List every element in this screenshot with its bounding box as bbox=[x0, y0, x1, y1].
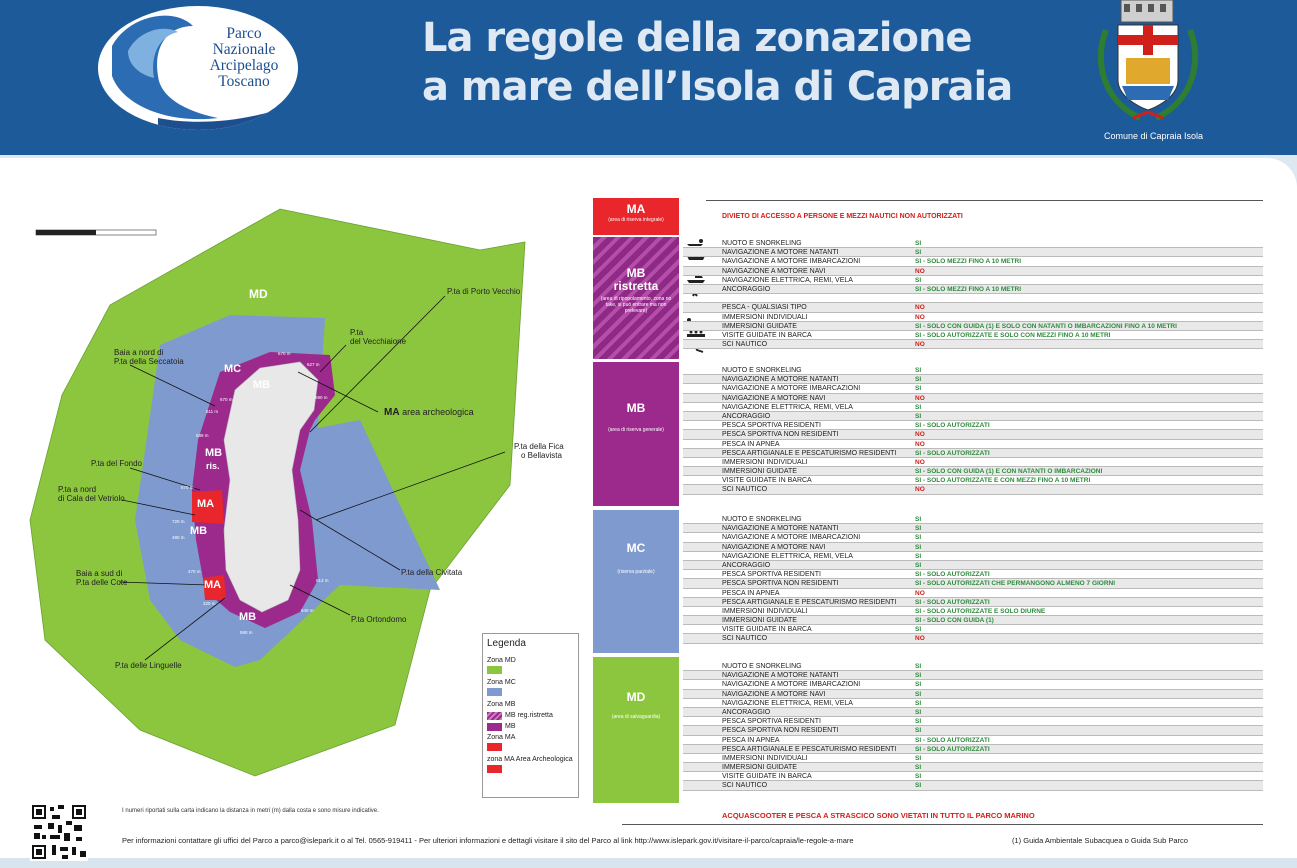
rule-value: SI bbox=[915, 403, 922, 411]
rule-value: SI - SOLO AUTORIZZATI bbox=[915, 449, 990, 457]
rule-value: SI bbox=[915, 412, 922, 420]
logo-line: Arcipelago bbox=[209, 57, 279, 74]
rule-activity: NUOTO E SNORKELING bbox=[722, 663, 802, 670]
place-civitata: P.ta della Civitata bbox=[401, 568, 463, 577]
rule-row bbox=[683, 303, 1263, 312]
distance-label: 670 m bbox=[278, 351, 291, 356]
place-seccatoia-2: P.ta della Seccatoia bbox=[114, 357, 184, 366]
rule-activity: NAVIGAZIONE A MOTORE NAVI bbox=[722, 543, 826, 551]
rules-mc bbox=[683, 515, 1263, 644]
rule-row bbox=[683, 394, 1263, 403]
map-label-ma-arch-code: MA bbox=[384, 407, 400, 418]
rule-value: SI - SOLO CON GUIDA (1) E CON NATANTI O IMBARCAZIONI bbox=[915, 468, 1103, 476]
rule-value: SI bbox=[915, 699, 922, 707]
map-label-mb-south: MB bbox=[239, 611, 257, 623]
rule-row bbox=[683, 625, 1263, 634]
legend-title: Legenda bbox=[487, 638, 526, 649]
logo-line: Toscano bbox=[218, 73, 270, 90]
rule-row bbox=[683, 485, 1263, 494]
rule-row bbox=[683, 440, 1263, 449]
zone-sub-mc: (riserva parziale) bbox=[617, 569, 655, 575]
rule-activity: NAVIGAZIONE ELETTRICA, REMI, VELA bbox=[722, 699, 853, 707]
rule-row bbox=[683, 430, 1263, 439]
rule-activity: PESCA IN APNEA bbox=[722, 736, 780, 744]
rule-activity: ANCORAGGIO bbox=[722, 561, 771, 569]
zone-box-ma bbox=[593, 198, 679, 235]
rule-value: SI bbox=[915, 672, 922, 680]
distance-label: 590 m bbox=[315, 395, 328, 400]
rule-activity: NAVIGAZIONE A MOTORE NATANTI bbox=[722, 525, 839, 533]
zone-sub-md: (area di salvaguardia) bbox=[611, 714, 661, 720]
rule-row bbox=[683, 476, 1263, 485]
rule-value: SI bbox=[915, 552, 922, 560]
rule-value: SI - SOLO AUTORIZZATE E SOLO DIURNE bbox=[915, 607, 1046, 615]
legend-zona-mc: Zona MC bbox=[487, 679, 516, 686]
rule-row bbox=[683, 294, 1263, 303]
rule-activity: NAVIGAZIONE A MOTORE IMBARCAZIONI bbox=[722, 681, 861, 689]
rule-row bbox=[683, 607, 1263, 616]
rule-value: SI bbox=[915, 516, 922, 523]
rule-row bbox=[683, 717, 1263, 726]
rule-activity: ANCORAGGIO bbox=[722, 285, 771, 293]
rule-row bbox=[683, 690, 1263, 699]
rule-row bbox=[683, 458, 1263, 467]
rule-value: SI - SOLO AUTORIZZATI bbox=[915, 745, 990, 753]
rule-activity: NAVIGAZIONE ELETTRICA, REMI, VELA bbox=[722, 552, 853, 560]
rule-value: SI bbox=[915, 240, 922, 247]
rule-value: NO bbox=[915, 313, 925, 321]
rule-activity: ANCORAGGIO bbox=[722, 412, 771, 420]
rule-row bbox=[683, 533, 1263, 542]
rule-row bbox=[683, 543, 1263, 552]
rule-row bbox=[683, 736, 1263, 745]
comune-label: Comune di Capraia Isola bbox=[1104, 131, 1204, 141]
rule-row bbox=[683, 616, 1263, 625]
rule-row bbox=[683, 276, 1263, 285]
rule-activity: SCI NAUTICO bbox=[722, 782, 768, 790]
rule-activity: NAVIGAZIONE A MOTORE NATANTI bbox=[722, 376, 839, 384]
rule-row bbox=[683, 267, 1263, 276]
rule-value: SI bbox=[915, 718, 922, 726]
map-label-ma-arch bbox=[384, 408, 474, 417]
rule-row bbox=[683, 524, 1263, 533]
rule-activity: IMMERSIONI INDIVIDUALI bbox=[722, 458, 808, 466]
zone-box-md bbox=[593, 657, 679, 803]
zone-sub-mb: (area di riserva generale) bbox=[608, 427, 664, 433]
place-porto-vecchio: P.ta di Porto Vecchio bbox=[447, 287, 521, 296]
rule-activity: PESCA SPORTIVA NON RESIDENTI bbox=[722, 727, 839, 735]
rule-row bbox=[683, 515, 1263, 524]
rule-row bbox=[683, 589, 1263, 598]
legend-mb-ristretta: MB reg.ristretta bbox=[505, 712, 553, 719]
rule-row bbox=[683, 570, 1263, 579]
legend-mb: MB bbox=[505, 723, 516, 730]
rule-row bbox=[683, 366, 1263, 375]
zone-box-mb-ristretta bbox=[593, 237, 679, 359]
rule-row bbox=[683, 772, 1263, 781]
place-ortondomo: P.ta Ortondomo bbox=[351, 615, 407, 624]
rule-value: SI bbox=[915, 561, 922, 569]
rules-md bbox=[683, 662, 1263, 791]
place-fica-1: P.ta della Fica bbox=[514, 442, 564, 451]
rule-activity: ANCORAGGIO bbox=[722, 708, 771, 716]
rule-activity: IMMERSIONI INDIVIDUALI bbox=[722, 754, 808, 762]
rules-mb-ristretta bbox=[683, 239, 1263, 349]
rule-row bbox=[683, 313, 1263, 322]
rule-activity: PESCA SPORTIVA RESIDENTI bbox=[722, 571, 821, 579]
rule-row bbox=[683, 671, 1263, 680]
rule-value: SI bbox=[915, 276, 922, 284]
rule-activity: IMMERSIONI GUIDATE bbox=[722, 468, 797, 476]
zone-box-mb bbox=[593, 362, 679, 506]
rule-row bbox=[683, 412, 1263, 421]
rule-row bbox=[683, 467, 1263, 476]
ma-rule-text: DIVIETO DI ACCESSO A PERSONE E MEZZI NAUTICI NON AUTORIZZATI bbox=[722, 213, 963, 220]
legend-zona-ma: Zona MA bbox=[487, 734, 516, 741]
title-line-1: La regole della zonazione bbox=[422, 15, 972, 61]
rule-row bbox=[683, 403, 1263, 412]
zone-name-mbr-2: ristretta bbox=[613, 279, 659, 293]
rule-value: SI bbox=[915, 543, 922, 551]
rule-activity: NAVIGAZIONE A MOTORE NATANTI bbox=[722, 249, 839, 257]
rule-row bbox=[683, 745, 1263, 754]
rule-row bbox=[683, 699, 1263, 708]
rule-value: NO bbox=[915, 304, 925, 312]
legend-swatch-mb bbox=[487, 723, 502, 731]
rule-row bbox=[683, 763, 1263, 772]
title-line-2: a mare dell’Isola di Capraia bbox=[422, 64, 1013, 110]
rule-row bbox=[683, 754, 1263, 763]
rule-value: SI bbox=[915, 764, 922, 772]
rule-activity: PESCA SPORTIVA NON RESIDENTI bbox=[722, 431, 839, 439]
place-fondo: P.ta del Fondo bbox=[91, 459, 143, 468]
place-cote-2: P.ta delle Cote bbox=[76, 578, 128, 587]
rule-value: SI - SOLO CON GUIDA (1) bbox=[915, 617, 994, 625]
rule-row bbox=[683, 340, 1263, 349]
rule-activity: PESCA IN APNEA bbox=[722, 589, 780, 597]
logo-line: Nazionale bbox=[212, 41, 276, 58]
distance-label: 589 m bbox=[196, 433, 209, 438]
rule-value: SI bbox=[915, 754, 922, 762]
rule-value: SI bbox=[915, 663, 922, 670]
rule-activity: VISITE GUIDATE IN BARCA bbox=[722, 477, 812, 485]
rule-value: NO bbox=[915, 635, 925, 643]
place-vetriolo-2: di Cala del Vetriolo bbox=[58, 494, 125, 503]
rule-row bbox=[683, 331, 1263, 340]
map-label-mb-ris-2: ris. bbox=[206, 461, 220, 471]
place-vecchiaione-2: del Vecchiaione bbox=[350, 337, 407, 346]
rule-activity: NAVIGAZIONE A MOTORE IMBARCAZIONI bbox=[722, 258, 861, 266]
rule-activity: PESCA ARTIGIANALE E PESCATURISMO RESIDENTI bbox=[722, 745, 897, 753]
municipal-crest-icon bbox=[1088, 0, 1208, 128]
rule-value: SI bbox=[915, 626, 922, 634]
rule-value: SI bbox=[915, 681, 922, 689]
rule-value: NO bbox=[915, 486, 925, 494]
distance-label: 613 m bbox=[316, 578, 329, 583]
rule-value: SI bbox=[915, 525, 922, 533]
rule-value: SI - SOLO AUTORIZZATE E CON MEZZI FINO A 10 METRI bbox=[915, 477, 1091, 485]
rule-value: NO bbox=[915, 431, 925, 439]
place-vecchiaione-1: P.ta bbox=[350, 328, 364, 337]
footer-separator bbox=[622, 824, 1263, 825]
place-vetriolo-1: P.ta a nord bbox=[58, 485, 97, 494]
rule-row bbox=[683, 421, 1263, 430]
rule-value: SI - SOLO AUTORIZZATI CHE PERMANGONO ALMENO 7 GIORNI bbox=[915, 580, 1116, 588]
rule-activity: SCI NAUTICO bbox=[722, 341, 768, 349]
rule-value: SI - SOLO MEZZI FINO A 10 METRI bbox=[915, 285, 1022, 293]
rule-row bbox=[683, 579, 1263, 588]
bottom-band bbox=[0, 858, 1297, 868]
rule-value: SI - SOLO AUTORIZZATI bbox=[915, 422, 990, 430]
rule-value: SI bbox=[915, 727, 922, 735]
legend-zona-mb: Zona MB bbox=[487, 701, 516, 708]
rule-row bbox=[683, 598, 1263, 607]
place-seccatoia-1: Baia a nord di bbox=[114, 348, 164, 357]
footer-note: (1) Guida Ambientale Subacquea o Guida Sub Parco bbox=[1012, 836, 1188, 845]
rule-activity: NAVIGAZIONE A MOTORE NAVI bbox=[722, 267, 826, 275]
rule-value: SI bbox=[915, 367, 922, 374]
place-cote-1: Baia a sud di bbox=[76, 569, 123, 578]
zone-name-mb: MB bbox=[626, 401, 646, 415]
zone-name-ma: MA bbox=[626, 202, 646, 216]
legend-row-mb bbox=[487, 721, 574, 732]
distance-label: 611 m bbox=[206, 409, 219, 414]
rule-value: SI bbox=[915, 385, 922, 393]
rule-activity: VISITE GUIDATE IN BARCA bbox=[722, 626, 812, 634]
rule-activity: NAVIGAZIONE A MOTORE NAVI bbox=[722, 394, 826, 402]
rule-activity: NAVIGAZIONE A MOTORE IMBARCAZIONI bbox=[722, 534, 861, 542]
map-label-ma-south: MA bbox=[204, 579, 222, 591]
rule-row bbox=[683, 375, 1263, 384]
rule-activity: IMMERSIONI INDIVIDUALI bbox=[722, 313, 808, 321]
distance-label: 670 m bbox=[220, 397, 233, 402]
zone-box-mc bbox=[593, 510, 679, 653]
footer-info: Per informazioni contattare gli uffici del Parco a parco@islepark.it o al Tel. 0565-919411 - Per ulteriori informazioni e dettagli visitare il sito del Parco al link http://www.islepark.gov.it/visitare-il-parco/capraia/le-regole-a-mare bbox=[122, 836, 854, 845]
legend-swatch-ma-arch bbox=[487, 765, 502, 773]
map-label-ma-arch-text: area archeologica bbox=[402, 407, 474, 417]
logo-line: Parco bbox=[226, 25, 262, 42]
rule-row bbox=[683, 449, 1263, 458]
rule-value: NO bbox=[915, 394, 925, 402]
rule-value: NO bbox=[915, 267, 925, 275]
legend-row-mb-ristretta bbox=[487, 710, 574, 721]
distance-note: I numeri riportati sulla carta indicano la distanza in metri (m) dalla costa e sono misure indicative. bbox=[122, 808, 379, 814]
place-linguelle: P.ta delle Linguelle bbox=[115, 661, 182, 670]
rule-activity: NAVIGAZIONE A MOTORE NATANTI bbox=[722, 672, 839, 680]
table-top-line bbox=[706, 200, 1263, 201]
rule-activity: NUOTO E SNORKELING bbox=[722, 367, 802, 374]
rule-activity: PESCA SPORTIVA RESIDENTI bbox=[722, 718, 821, 726]
rule-activity: PESCA ARTIGIANALE E PESCATURISMO RESIDENTI bbox=[722, 449, 897, 457]
rule-row bbox=[683, 248, 1263, 257]
rule-value: SI - SOLO AUTORIZZATI bbox=[915, 571, 990, 579]
rule-row bbox=[683, 322, 1263, 331]
rule-row bbox=[683, 634, 1263, 643]
zone-name-mc: MC bbox=[626, 541, 646, 555]
rule-activity: PESCA SPORTIVA NON RESIDENTI bbox=[722, 580, 839, 588]
map-label-mb-ris: MB bbox=[205, 447, 223, 459]
map-label-mb-north: MB bbox=[253, 379, 271, 391]
distance-label: 670 m bbox=[181, 485, 194, 490]
rule-row bbox=[683, 708, 1263, 717]
distance-label: 470 m bbox=[188, 569, 201, 574]
map-label-mc: MC bbox=[224, 363, 242, 375]
map-legend bbox=[482, 633, 579, 798]
rule-activity: NAVIGAZIONE ELETTRICA, REMI, VELA bbox=[722, 276, 853, 284]
zone-sub-mbr: (area di ripopolamento, zona no take, si può entrare ma non prelevare) bbox=[600, 296, 672, 314]
rule-value: SI - SOLO CON GUIDA (1) E SOLO CON NATANTI O IMBARCAZIONI FINO A 10 METRI bbox=[915, 322, 1177, 330]
rule-value: SI - SOLO AUTORIZZATI bbox=[915, 598, 990, 606]
rule-activity: IMMERSIONI GUIDATE bbox=[722, 617, 797, 625]
rule-value: SI - SOLO MEZZI FINO A 10 METRI bbox=[915, 258, 1022, 266]
distance-label: 320 m bbox=[203, 601, 216, 606]
rule-row bbox=[683, 384, 1263, 393]
legend-swatch-mb-ristretta bbox=[487, 712, 502, 720]
rules-mb bbox=[683, 366, 1263, 495]
rule-value: SI - SOLO AUTORIZZATI bbox=[915, 736, 990, 744]
qr-code-icon[interactable] bbox=[30, 803, 88, 861]
rule-value: SI bbox=[915, 249, 922, 257]
rule-value: SI bbox=[915, 534, 922, 542]
map-label-ma-west: MA bbox=[197, 498, 215, 510]
rule-activity: IMMERSIONI GUIDATE bbox=[722, 322, 797, 330]
place-fica-2: o Bellavista bbox=[521, 451, 562, 460]
rule-activity: VISITE GUIDATE IN BARCA bbox=[722, 331, 812, 339]
rule-activity: NAVIGAZIONE A MOTORE NAVI bbox=[722, 690, 826, 698]
rule-value: NO bbox=[915, 458, 925, 466]
distance-label: 640 m bbox=[301, 608, 314, 613]
zone-name-mbr: MB bbox=[626, 266, 646, 280]
rule-activity: PESCA - QUALSIASI TIPO bbox=[722, 304, 807, 312]
rule-activity: NAVIGAZIONE A MOTORE IMBARCAZIONI bbox=[722, 385, 861, 393]
park-logo-text bbox=[194, 26, 294, 90]
general-prohibition: ACQUASCOOTER E PESCA A STRASCICO SONO VIETATI IN TUTTO IL PARCO MARINO bbox=[722, 811, 1035, 820]
legend-swatch-mc bbox=[487, 688, 502, 696]
rule-value: SI bbox=[915, 782, 922, 790]
rule-activity: IMMERSIONI INDIVIDUALI bbox=[722, 607, 808, 615]
legend-swatch-ma bbox=[487, 743, 502, 751]
distance-label: 627 m bbox=[307, 362, 320, 367]
rule-row bbox=[683, 726, 1263, 735]
map-label-mb-west: MB bbox=[190, 525, 208, 537]
legend-swatch-md bbox=[487, 666, 502, 674]
rule-activity: NAVIGAZIONE ELETTRICA, REMI, VELA bbox=[722, 403, 853, 411]
rule-value: NO bbox=[915, 589, 925, 597]
rule-value: SI - SOLO AUTORIZZATE E SOLO CON MEZZI FINO A 10 METRI bbox=[915, 331, 1111, 339]
rule-row bbox=[683, 257, 1263, 266]
rule-row bbox=[683, 239, 1263, 248]
zone-name-md: MD bbox=[626, 690, 646, 704]
rule-activity: PESCA IN APNEA bbox=[722, 440, 780, 448]
legend-zona-md: Zona MD bbox=[487, 657, 516, 664]
rule-row bbox=[683, 781, 1263, 790]
rule-activity: VISITE GUIDATE IN BARCA bbox=[722, 773, 812, 781]
park-logo bbox=[98, 6, 298, 130]
rule-activity: NUOTO E SNORKELING bbox=[722, 516, 802, 523]
rule-activity: SCI NAUTICO bbox=[722, 635, 768, 643]
rule-value: SI bbox=[915, 773, 922, 781]
rule-row bbox=[683, 561, 1263, 570]
rule-activity: NUOTO E SNORKELING bbox=[722, 240, 802, 247]
distance-label: 490 m bbox=[172, 535, 185, 540]
rule-row bbox=[683, 285, 1263, 294]
rule-value: NO bbox=[915, 440, 925, 448]
rule-value: SI bbox=[915, 376, 922, 384]
rule-activity: PESCA SPORTIVA RESIDENTI bbox=[722, 422, 821, 430]
rule-row bbox=[683, 662, 1263, 671]
legend-zona-ma-arch: zona MA Area Archeologica bbox=[487, 756, 573, 763]
rule-row bbox=[683, 680, 1263, 689]
rule-value: SI bbox=[915, 690, 922, 698]
header bbox=[0, 0, 1297, 155]
page-title bbox=[422, 14, 1012, 112]
rule-activity: PESCA ARTIGIANALE E PESCATURISMO RESIDENTI bbox=[722, 598, 897, 606]
rule-value: NO bbox=[915, 341, 925, 349]
rule-activity: SCI NAUTICO bbox=[722, 486, 768, 494]
map-label-md: MD bbox=[249, 287, 268, 301]
distance-label: 590 m bbox=[240, 630, 253, 635]
distance-label: 720 m bbox=[172, 519, 185, 524]
zone-sub-ma: (area di riserva integrale) bbox=[608, 217, 664, 223]
rule-row bbox=[683, 552, 1263, 561]
rule-value: SI bbox=[915, 708, 922, 716]
rule-activity: IMMERSIONI GUIDATE bbox=[722, 764, 797, 772]
